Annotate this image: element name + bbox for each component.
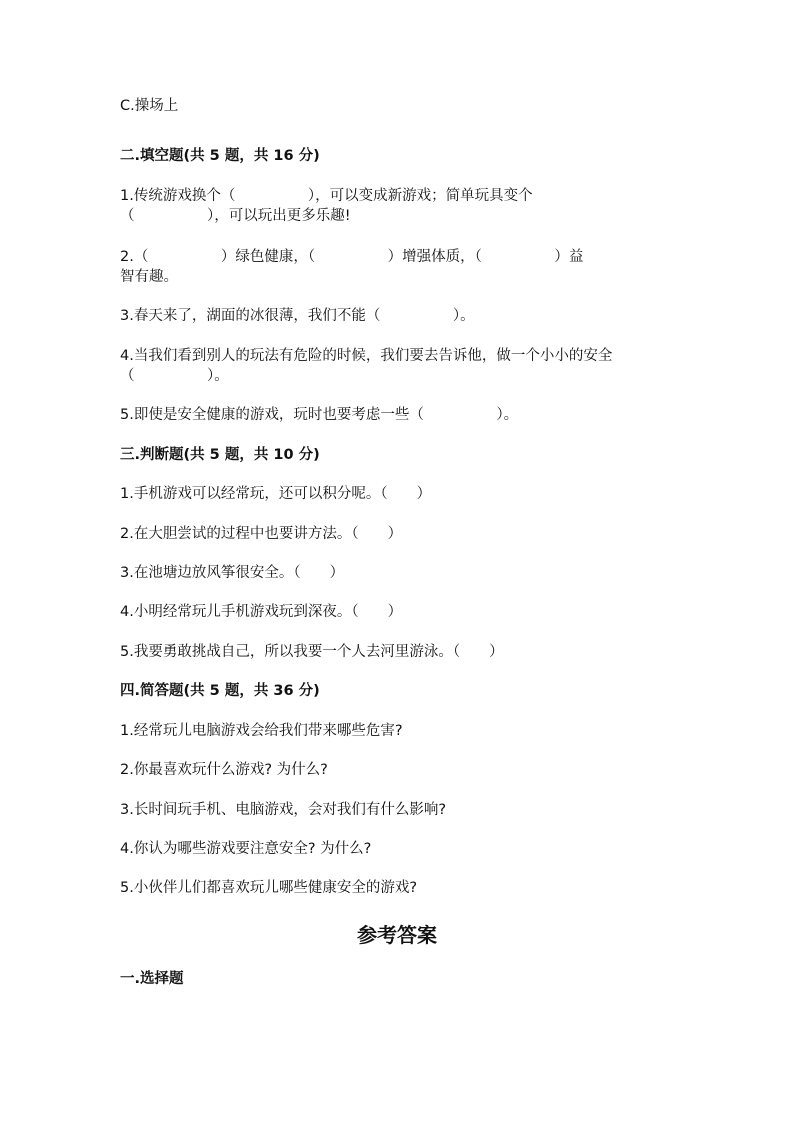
option-c: C.操场上 (120, 98, 179, 114)
short-answer-q4: 4.你认为哪些游戏要注意安全? 为什么? (120, 841, 372, 857)
fill-blank-q3: 3.春天来了，湖面的冰很薄，我们不能（ ）。 (120, 308, 475, 324)
answers-section1-heading: 一.选择题 (120, 971, 184, 987)
true-false-q3: 3.在池塘边放风筝很安全。（ ） (120, 565, 345, 581)
true-false-q5: 5.我要勇敢挑战自己，所以我要一个人去河里游泳。（ ） (120, 644, 504, 660)
true-false-q2: 2.在大胆尝试的过程中也要讲方法。（ ） (120, 526, 403, 542)
short-answer-heading: 四.简答题(共 5 题，共 36 分) (120, 683, 320, 699)
fill-blank-q2-line1: 2.（ ）绿色健康，（ ）增强体质，（ ）益 (120, 249, 584, 265)
fill-blank-q4-line2: （ ）。 (120, 368, 229, 384)
fill-blank-q5: 5.即使是安全健康的游戏，玩时也要考虑一些（ ）。 (120, 407, 519, 423)
true-false-heading: 三.判断题(共 5 题，共 10 分) (120, 447, 320, 463)
fill-blank-q1-line1: 1.传统游戏换个（ ），可以变成新游戏；简单玩具变个 (120, 188, 533, 204)
fill-blank-q1-line2: （ ），可以玩出更多乐趣! (120, 208, 351, 224)
true-false-q4: 4.小明经常玩儿手机游戏玩到深夜。（ ） (120, 604, 403, 620)
short-answer-q5: 5.小伙伴儿们都喜欢玩儿哪些健康安全的游戏? (120, 880, 418, 896)
true-false-q1: 1.手机游戏可以经常玩，还可以积分呢。（ ） (120, 486, 432, 502)
answers-title: 参考答案 (357, 923, 437, 947)
fill-blank-q4-line1: 4.当我们看到别人的玩法有危险的时候，我们要去告诉他，做一个小小的安全 (120, 348, 613, 364)
short-answer-q3: 3.长时间玩手机、电脑游戏，会对我们有什么影响? (120, 802, 447, 818)
fill-blank-q2-line2: 智有趣。 (120, 269, 178, 285)
short-answer-q1: 1.经常玩儿电脑游戏会给我们带来哪些危害? (120, 723, 403, 739)
fill-blank-heading: 二.填空题(共 5 题，共 16 分) (120, 148, 320, 164)
short-answer-q2: 2.你最喜欢玩什么游戏? 为什么? (120, 762, 328, 778)
